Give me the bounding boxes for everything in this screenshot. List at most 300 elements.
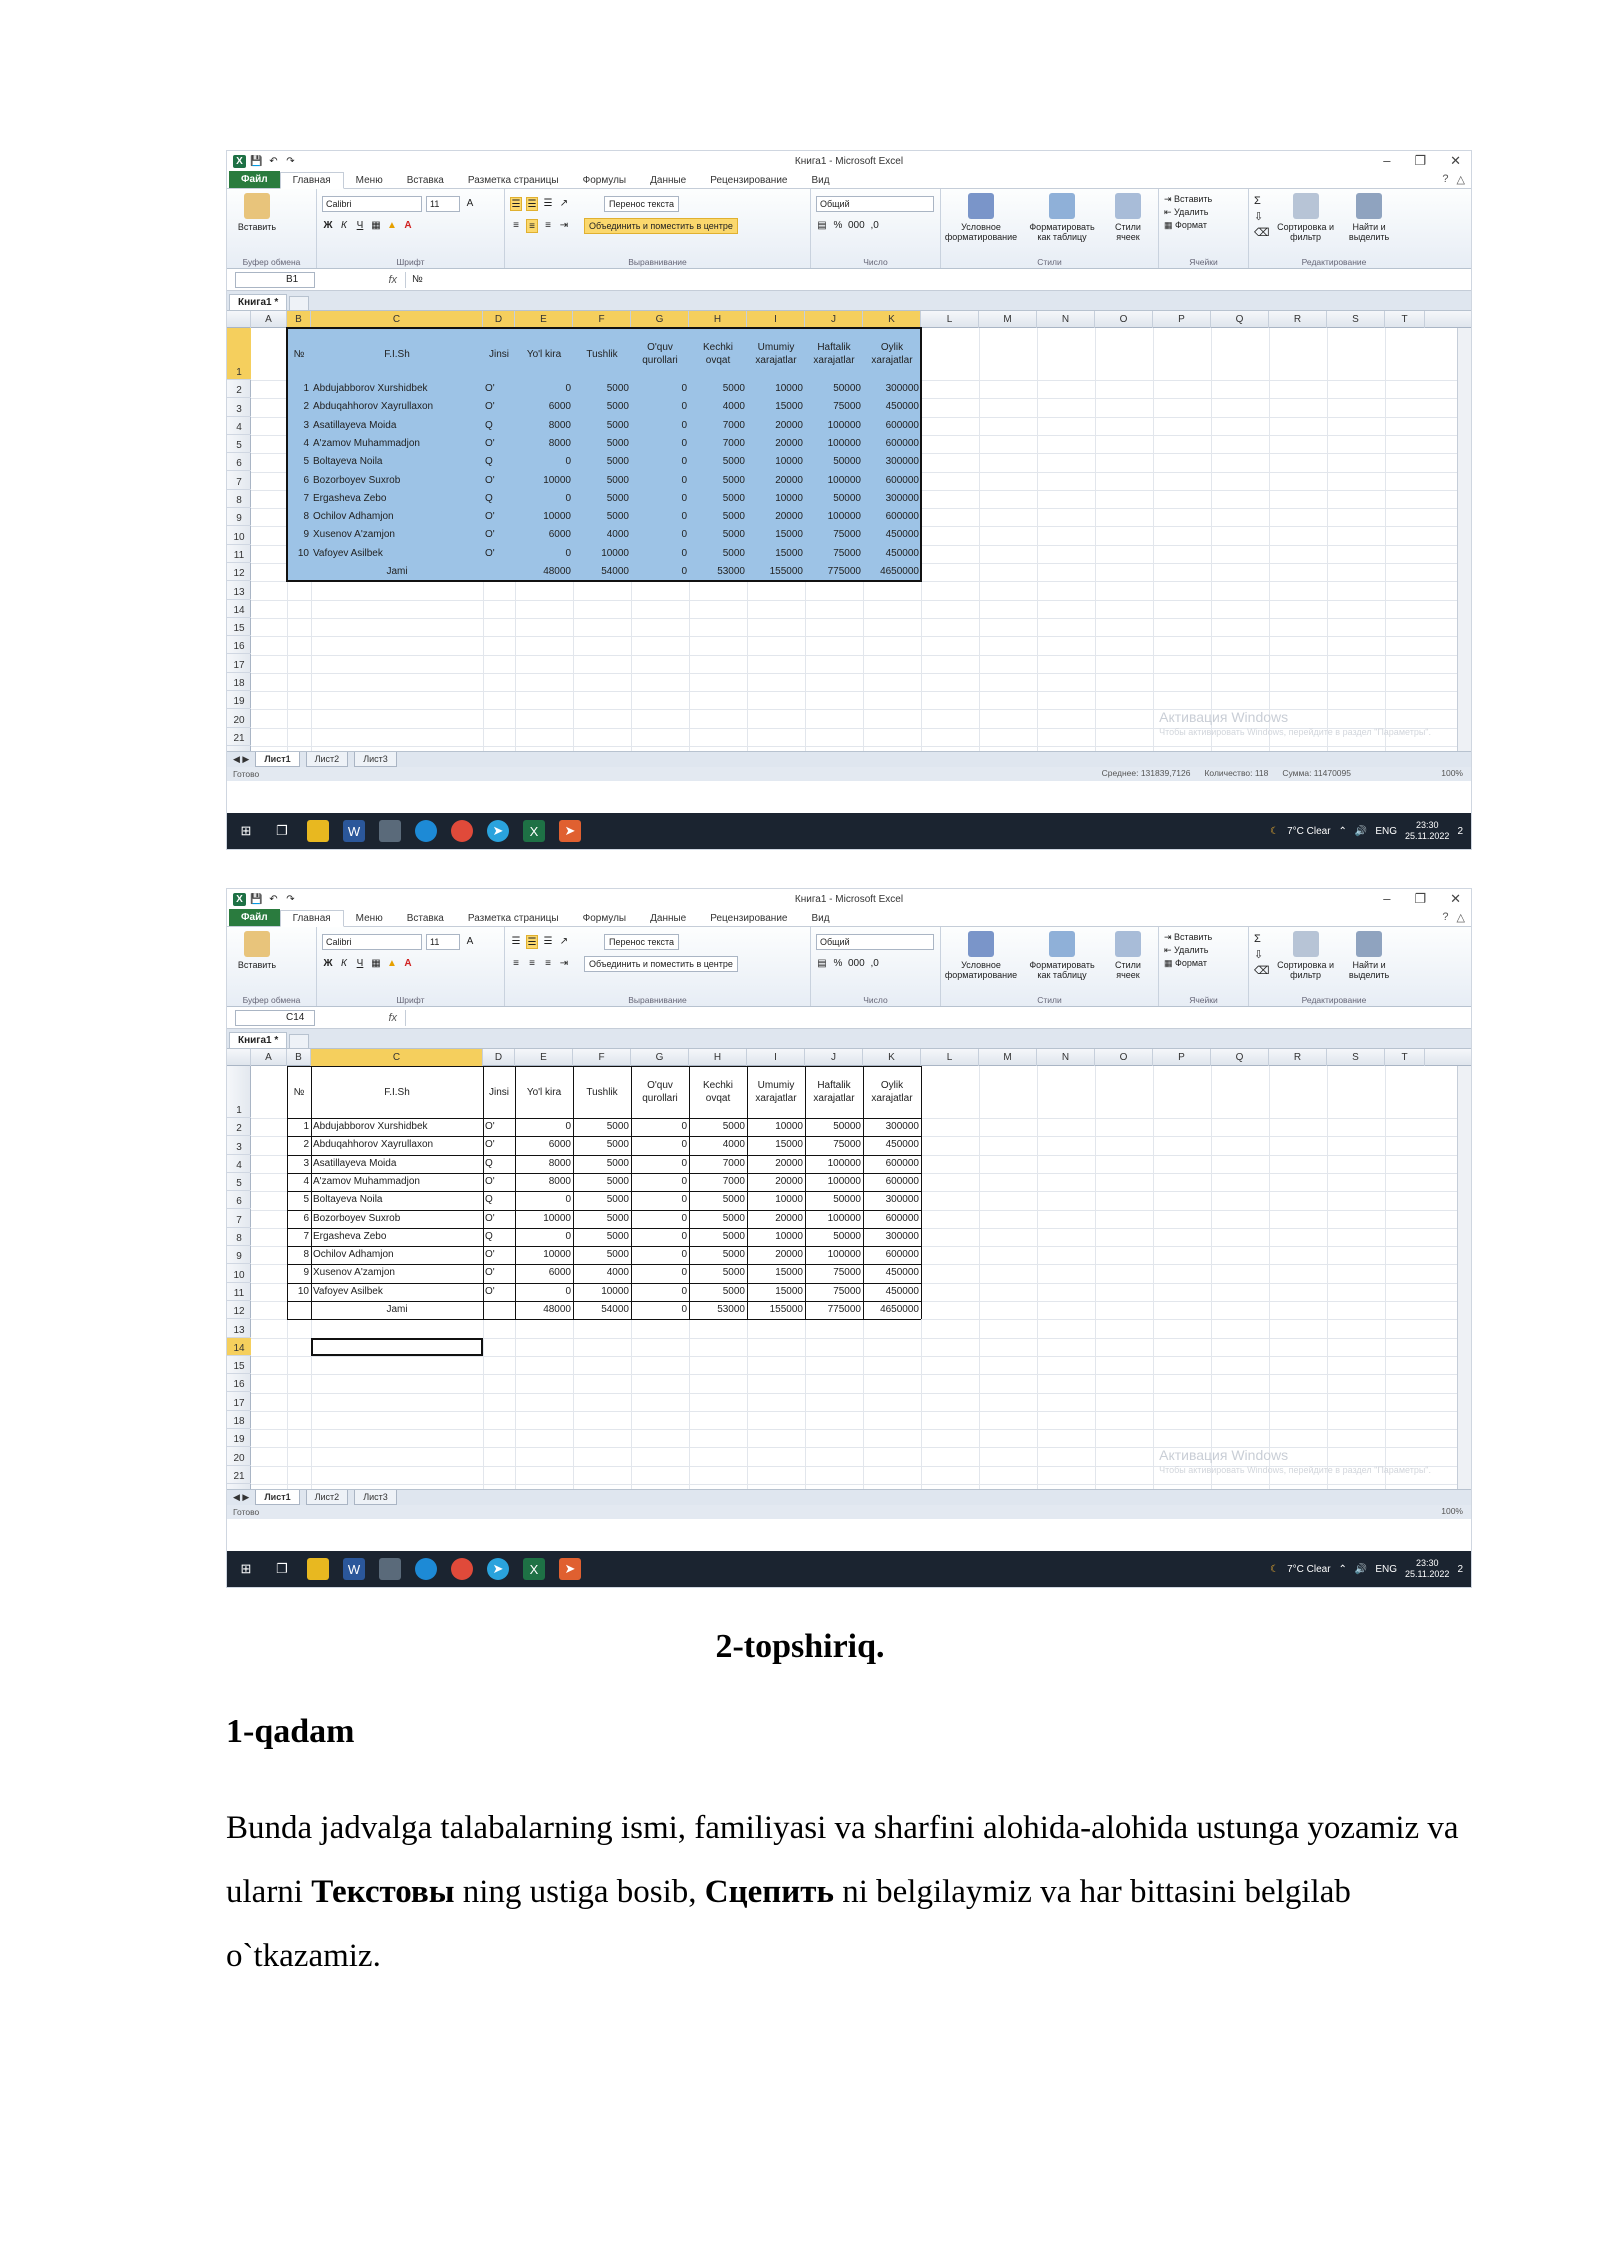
column-header-l[interactable]: L <box>921 1049 979 1066</box>
table-cell[interactable]: O' <box>485 1249 495 1261</box>
table-cell[interactable]: 7 <box>303 1230 309 1242</box>
table-cell[interactable]: O' <box>485 474 495 486</box>
table-cell[interactable]: 6000 <box>548 401 571 413</box>
total-row-cell[interactable]: 775000 <box>827 1304 861 1315</box>
table-cell[interactable]: 5000 <box>606 1139 629 1151</box>
column-header-k[interactable]: K <box>863 1049 921 1066</box>
table-cell[interactable]: 5000 <box>722 511 745 523</box>
table-cell[interactable]: 50000 <box>833 1230 861 1242</box>
row-header-19[interactable]: 19 <box>227 691 251 709</box>
sort-filter-button[interactable] <box>1276 193 1336 254</box>
vertical-scrollbar[interactable] <box>1457 1066 1471 1489</box>
sheet-tab-2[interactable]: Лист2 <box>306 1490 349 1505</box>
bold-button[interactable]: Ж <box>323 958 333 969</box>
close-icon[interactable]: ✕ <box>1450 153 1461 168</box>
table-cell[interactable]: A'zamov Muhammadjon <box>313 1175 420 1187</box>
cell-styles-button[interactable] <box>1108 931 1148 992</box>
excel-taskbar-icon[interactable]: X <box>523 820 545 842</box>
table-cell[interactable]: 450000 <box>885 1139 919 1151</box>
row-header-7[interactable]: 7 <box>227 1210 251 1228</box>
table-cell[interactable]: Xusenov A'zamjon <box>313 529 395 541</box>
row-header-3[interactable]: 3 <box>227 398 251 416</box>
row-header-16[interactable]: 16 <box>227 636 251 654</box>
save-icon[interactable]: 💾 <box>250 893 263 905</box>
table-cell[interactable]: 0 <box>681 492 687 504</box>
tab-7[interactable]: Рецензирование <box>710 913 788 924</box>
table-cell[interactable]: 8000 <box>548 1175 571 1187</box>
table-cell[interactable]: O' <box>485 1285 495 1297</box>
table-cell[interactable]: 0 <box>681 1157 687 1169</box>
table-cell[interactable]: 0 <box>681 1267 687 1279</box>
column-header-c[interactable]: C <box>311 311 483 328</box>
column-header-r[interactable]: R <box>1269 311 1327 328</box>
table-cell[interactable]: 100000 <box>827 1157 861 1169</box>
table-cell[interactable]: O' <box>485 547 495 559</box>
table-cell[interactable]: 5000 <box>606 1230 629 1242</box>
table-cell[interactable]: 7000 <box>722 419 745 431</box>
tab-8[interactable]: Вид <box>811 175 830 186</box>
row-header-13[interactable]: 13 <box>227 581 251 599</box>
chrome-icon[interactable] <box>451 1558 473 1580</box>
table-cell[interactable]: 10 <box>297 547 309 559</box>
table-cell[interactable]: O' <box>485 401 495 413</box>
table-cell[interactable]: 7000 <box>722 1157 745 1169</box>
column-header-o[interactable]: O <box>1095 1049 1153 1066</box>
table-cell[interactable]: O' <box>485 437 495 449</box>
notification-icon[interactable]: 2 <box>1457 825 1463 837</box>
align-top-icon[interactable]: ☰ <box>511 199 521 210</box>
row-header-22[interactable] <box>227 746 251 751</box>
table-cell[interactable]: 10000 <box>775 1230 803 1242</box>
merge-center-button[interactable]: Объединить и поместить в центре <box>584 218 738 234</box>
language-indicator[interactable]: ENG <box>1375 1563 1398 1575</box>
find-select-button[interactable] <box>1342 931 1397 992</box>
table-cell[interactable]: 600000 <box>885 1175 919 1187</box>
table-cell[interactable]: O' <box>485 1212 495 1224</box>
table-cell[interactable]: 100000 <box>827 511 861 523</box>
row-header-5[interactable]: 5 <box>227 435 251 453</box>
new-workbook-tab[interactable] <box>289 1034 309 1048</box>
volume-icon[interactable]: 🔊 <box>1354 1563 1368 1575</box>
tab-5[interactable]: Формулы <box>582 913 627 924</box>
total-row-cell[interactable]: 48000 <box>543 1304 571 1315</box>
table-cell[interactable]: Q <box>485 492 493 504</box>
paste-button[interactable] <box>232 931 282 970</box>
conditional-formatting-button[interactable] <box>946 193 1016 254</box>
wrap-text-button[interactable]: Перенос текста <box>604 934 679 950</box>
table-cell[interactable]: 5000 <box>722 1230 745 1242</box>
underline-button[interactable]: Ч <box>356 220 364 231</box>
table-cell[interactable]: 8000 <box>548 1157 571 1169</box>
fill-color-icon[interactable]: ▲ <box>387 958 397 969</box>
table-cell[interactable]: 4000 <box>722 401 745 413</box>
edge-icon[interactable] <box>415 1558 437 1580</box>
tray-chevron-icon[interactable]: ⌃ <box>1338 1563 1347 1575</box>
table-cell[interactable]: 450000 <box>885 1285 919 1297</box>
row-header-10[interactable]: 10 <box>227 1264 251 1282</box>
column-header-j[interactable]: J <box>805 1049 863 1066</box>
table-cell[interactable]: O' <box>485 1121 495 1132</box>
select-all-corner[interactable] <box>227 1049 251 1066</box>
total-row-cell[interactable]: 54000 <box>601 566 629 577</box>
worksheet-grid[interactable] <box>227 311 1471 751</box>
increase-decimal-icon[interactable]: ,0 <box>870 220 879 231</box>
telegram-icon[interactable]: ➤ <box>487 1558 509 1580</box>
italic-button[interactable]: К <box>341 958 347 969</box>
tab-5[interactable]: Формулы <box>582 175 627 186</box>
table-cell[interactable]: O' <box>485 1139 495 1151</box>
table-cell[interactable]: 0 <box>565 1121 571 1132</box>
tab-1[interactable]: Главная <box>280 172 344 189</box>
find-select-button[interactable] <box>1342 193 1397 254</box>
table-cell[interactable]: 0 <box>681 547 687 559</box>
active-cell-c14[interactable] <box>311 1338 483 1356</box>
table-cell[interactable]: 5000 <box>606 456 629 468</box>
table-cell[interactable]: 75000 <box>833 401 861 413</box>
row-header-2[interactable]: 2 <box>227 380 251 398</box>
table-cell[interactable]: 15000 <box>775 1267 803 1279</box>
minimize-ribbon-icon[interactable]: △ <box>1456 174 1465 186</box>
total-row-cell[interactable]: 53000 <box>717 566 745 577</box>
table-cell[interactable]: 300000 <box>885 1230 919 1242</box>
format-as-table-button[interactable] <box>1022 931 1102 992</box>
column-header-i[interactable]: I <box>747 311 805 328</box>
column-header-n[interactable]: N <box>1037 1049 1095 1066</box>
column-header-b[interactable]: B <box>287 1049 311 1066</box>
sheet-nav-icon[interactable]: ◀ ▶ <box>233 754 250 764</box>
column-header-t[interactable]: T <box>1385 1049 1425 1066</box>
table-cell[interactable]: 0 <box>565 456 571 468</box>
telegram-desktop-icon[interactable]: ➤ <box>559 820 581 842</box>
table-cell[interactable]: Abdujabborov Xurshidbek <box>313 1121 428 1132</box>
chrome-icon[interactable] <box>451 820 473 842</box>
table-cell[interactable]: 450000 <box>885 529 919 541</box>
tab-6[interactable]: Данные <box>650 913 687 924</box>
table-cell[interactable]: 15000 <box>775 529 803 541</box>
column-header-t[interactable]: T <box>1385 311 1425 328</box>
percent-icon[interactable]: % <box>833 220 843 231</box>
table-cell[interactable]: 0 <box>681 1121 687 1132</box>
row-header-1[interactable]: 1 <box>227 1066 251 1118</box>
column-header-q[interactable]: Q <box>1211 1049 1269 1066</box>
table-cell[interactable]: 300000 <box>885 456 919 468</box>
thousands-icon[interactable]: 000 <box>848 958 865 969</box>
table-cell[interactable]: 5000 <box>722 547 745 559</box>
column-header-m[interactable]: M <box>979 311 1037 328</box>
row-header-3[interactable]: 3 <box>227 1136 251 1154</box>
sort-filter-button[interactable] <box>1276 931 1336 992</box>
volume-icon[interactable]: 🔊 <box>1354 825 1368 837</box>
row-header-17[interactable]: 17 <box>227 1393 251 1411</box>
table-cell[interactable]: 0 <box>681 437 687 449</box>
table-cell[interactable]: 5000 <box>606 1121 629 1132</box>
table-cell[interactable]: 7000 <box>722 437 745 449</box>
table-cell[interactable]: 20000 <box>775 1249 803 1261</box>
undo-icon[interactable]: ↶ <box>269 893 278 905</box>
row-header-8[interactable]: 8 <box>227 490 251 508</box>
table-cell[interactable]: 50000 <box>833 492 861 504</box>
table-cell[interactable]: 0 <box>565 1285 571 1297</box>
help-icon[interactable]: ? <box>1442 173 1449 185</box>
column-header-k[interactable]: K <box>863 311 921 328</box>
table-cell[interactable]: 75000 <box>833 529 861 541</box>
table-cell[interactable]: 0 <box>565 383 571 394</box>
table-cell[interactable]: 50000 <box>833 456 861 468</box>
format-cells-button[interactable] <box>1164 957 1243 970</box>
table-cell[interactable]: 600000 <box>885 1212 919 1224</box>
merge-center-button[interactable]: Объединить и поместить в центре <box>584 956 738 972</box>
table-cell[interactable]: 100000 <box>827 419 861 431</box>
clock[interactable] <box>1405 1558 1449 1580</box>
tab-4[interactable]: Разметка страницы <box>467 913 559 924</box>
borders-icon[interactable]: ▦ <box>371 958 381 969</box>
table-cell[interactable]: 0 <box>681 401 687 413</box>
bold-button[interactable]: Ж <box>323 220 333 231</box>
table-cell[interactable]: 6 <box>303 1212 309 1224</box>
table-cell[interactable]: 0 <box>681 511 687 523</box>
column-header-o[interactable]: O <box>1095 311 1153 328</box>
table-cell[interactable]: 2 <box>303 401 309 413</box>
table-cell[interactable]: 6 <box>303 474 309 486</box>
table-cell[interactable]: 20000 <box>775 437 803 449</box>
total-row-cell[interactable] <box>483 1301 515 1319</box>
paste-button[interactable] <box>232 193 282 232</box>
total-row-cell[interactable] <box>483 563 515 581</box>
italic-button[interactable]: К <box>341 220 347 231</box>
insert-cells-button[interactable] <box>1164 193 1243 206</box>
table-cell[interactable]: Vafoyev Asilbek <box>313 547 383 559</box>
wrap-text-button[interactable]: Перенос текста <box>604 196 679 212</box>
insert-cells-button[interactable] <box>1164 931 1243 944</box>
row-header-2[interactable]: 2 <box>227 1118 251 1136</box>
total-row-cell[interactable]: 4650000 <box>880 566 919 577</box>
table-cell[interactable]: Asatillayeva Moida <box>313 1157 397 1169</box>
table-cell[interactable]: 75000 <box>833 1139 861 1151</box>
table-cell[interactable]: 600000 <box>885 474 919 486</box>
table-cell[interactable]: 5000 <box>722 1249 745 1261</box>
table-cell[interactable]: 100000 <box>827 1212 861 1224</box>
cell-styles-button[interactable] <box>1108 193 1148 254</box>
table-cell[interactable]: O' <box>485 1175 495 1187</box>
language-indicator[interactable]: ENG <box>1375 825 1398 837</box>
table-cell[interactable]: 5000 <box>722 1121 745 1132</box>
align-right-icon[interactable]: ≡ <box>545 958 551 969</box>
row-header-22[interactable] <box>227 1484 251 1489</box>
table-cell[interactable]: 6000 <box>548 1267 571 1279</box>
table-cell[interactable]: O' <box>485 511 495 523</box>
table-cell[interactable]: Ochilov Adhamjon <box>313 511 394 523</box>
table-cell[interactable]: 600000 <box>885 1157 919 1169</box>
table-cell[interactable]: 0 <box>565 1194 571 1206</box>
workbook-tab[interactable]: Книга1 * <box>229 294 287 310</box>
tab-3[interactable]: Вставка <box>406 175 444 186</box>
table-cell[interactable]: 100000 <box>827 437 861 449</box>
table-cell[interactable]: 4000 <box>606 1267 629 1279</box>
clock[interactable] <box>1405 820 1449 842</box>
new-workbook-tab[interactable] <box>289 296 309 310</box>
row-header-12[interactable]: 12 <box>227 563 251 581</box>
table-cell[interactable]: 300000 <box>885 1121 919 1132</box>
table-cell[interactable]: O' <box>485 529 495 541</box>
column-header-m[interactable]: M <box>979 1049 1037 1066</box>
align-middle-icon[interactable]: ☰ <box>527 199 537 210</box>
orientation-icon[interactable]: ↗ <box>559 198 569 209</box>
table-cell[interactable]: 5000 <box>606 1194 629 1206</box>
table-cell[interactable]: 3 <box>303 1157 309 1169</box>
table-cell[interactable]: 15000 <box>775 547 803 559</box>
table-cell[interactable]: 5000 <box>606 1157 629 1169</box>
file-explorer-icon[interactable] <box>307 820 329 842</box>
column-header-a[interactable]: A <box>251 1049 287 1066</box>
font-name-select[interactable]: Calibri <box>322 196 422 212</box>
word-icon[interactable]: W <box>343 1558 365 1580</box>
table-cell[interactable]: 5000 <box>722 474 745 486</box>
table-cell[interactable]: 450000 <box>885 1267 919 1279</box>
row-header-17[interactable]: 17 <box>227 655 251 673</box>
row-header-8[interactable]: 8 <box>227 1228 251 1246</box>
percent-icon[interactable]: % <box>833 958 843 969</box>
table-cell[interactable]: Xusenov A'zamjon <box>313 1267 395 1279</box>
total-row-cell[interactable] <box>287 1301 311 1319</box>
row-header-20[interactable]: 20 <box>227 709 251 727</box>
format-cells-button[interactable] <box>1164 219 1243 232</box>
row-header-18[interactable]: 18 <box>227 1411 251 1429</box>
table-cell[interactable]: 0 <box>681 1249 687 1261</box>
formula-input[interactable] <box>405 1010 1471 1026</box>
table-cell[interactable]: 5 <box>303 456 309 468</box>
workbook-tab[interactable]: Книга1 * <box>229 1032 287 1048</box>
table-cell[interactable]: 450000 <box>885 547 919 559</box>
redo-icon[interactable]: ↷ <box>286 155 295 167</box>
column-header-q[interactable]: Q <box>1211 311 1269 328</box>
delete-cells-button[interactable] <box>1164 206 1243 219</box>
total-row-cell[interactable]: 775000 <box>827 566 861 577</box>
name-box[interactable]: B1 <box>235 272 315 288</box>
table-cell[interactable]: 0 <box>681 1230 687 1242</box>
table-cell[interactable]: 5000 <box>606 419 629 431</box>
table-cell[interactable]: Abduqahhorov Xayrullaxon <box>313 401 434 413</box>
redo-icon[interactable]: ↷ <box>286 893 295 905</box>
table-cell[interactable]: 0 <box>565 492 571 504</box>
table-cell[interactable]: 8 <box>303 1249 309 1261</box>
table-cell[interactable]: 15000 <box>775 1285 803 1297</box>
vertical-scrollbar[interactable] <box>1457 328 1471 751</box>
table-cell[interactable]: O' <box>485 383 495 394</box>
tab-7[interactable]: Рецензирование <box>710 175 788 186</box>
table-cell[interactable]: 100000 <box>827 474 861 486</box>
edge-icon[interactable] <box>415 820 437 842</box>
tab-6[interactable]: Данные <box>650 175 687 186</box>
total-row-cell[interactable] <box>287 563 311 581</box>
tab-0[interactable]: Файл <box>229 171 280 188</box>
table-cell[interactable]: 10000 <box>775 456 803 468</box>
table-cell[interactable]: 50000 <box>833 1194 861 1206</box>
table-cell[interactable]: 15000 <box>775 401 803 413</box>
column-header-c[interactable]: C <box>311 1049 483 1066</box>
total-row-cell[interactable]: 54000 <box>601 1304 629 1315</box>
row-header-6[interactable]: 6 <box>227 453 251 471</box>
table-cell[interactable]: 5000 <box>606 511 629 523</box>
row-header-21[interactable]: 21 <box>227 1466 251 1484</box>
column-header-n[interactable]: N <box>1037 311 1095 328</box>
fill-icon[interactable]: ⇩ <box>1254 211 1264 223</box>
table-cell[interactable]: 600000 <box>885 1249 919 1261</box>
table-cell[interactable]: 4000 <box>606 529 629 541</box>
row-header-12[interactable]: 12 <box>227 1301 251 1319</box>
sheet-tab-1[interactable]: Лист1 <box>255 1490 299 1505</box>
notification-icon[interactable]: 2 <box>1457 1563 1463 1575</box>
table-cell[interactable]: 0 <box>565 547 571 559</box>
weather-text[interactable]: 7°C Clear <box>1287 825 1331 837</box>
align-middle-icon[interactable]: ☰ <box>527 937 537 948</box>
table-cell[interactable]: 300000 <box>885 383 919 394</box>
tab-1[interactable]: Главная <box>280 910 344 927</box>
table-cell[interactable]: 8 <box>303 511 309 523</box>
table-cell[interactable]: 20000 <box>775 1175 803 1187</box>
sheet-nav-icon[interactable]: ◀ ▶ <box>233 1492 250 1502</box>
formula-input[interactable]: № <box>405 272 1471 288</box>
row-header-7[interactable]: 7 <box>227 472 251 490</box>
table-cell[interactable]: 5000 <box>722 492 745 504</box>
total-row-cell[interactable]: 0 <box>681 566 687 577</box>
telegram-desktop-icon[interactable]: ➤ <box>559 1558 581 1580</box>
align-bottom-icon[interactable]: ☰ <box>543 936 553 947</box>
table-cell[interactable]: 20000 <box>775 1157 803 1169</box>
table-cell[interactable]: 1 <box>303 1121 309 1132</box>
table-cell[interactable]: A'zamov Muhammadjon <box>313 437 420 449</box>
orientation-icon[interactable]: ↗ <box>559 936 569 947</box>
table-cell[interactable]: 0 <box>565 1230 571 1242</box>
table-cell[interactable]: 5000 <box>722 456 745 468</box>
table-cell[interactable]: 10 <box>297 1285 309 1297</box>
table-cell[interactable]: 75000 <box>833 547 861 559</box>
thousands-icon[interactable]: 000 <box>848 220 865 231</box>
table-cell[interactable]: 10000 <box>775 1194 803 1206</box>
column-header-l[interactable]: L <box>921 311 979 328</box>
table-cell[interactable]: 5 <box>303 1194 309 1206</box>
table-cell[interactable]: 7000 <box>722 1175 745 1187</box>
table-cell[interactable]: 7 <box>303 492 309 504</box>
camera-app-icon[interactable] <box>379 1558 401 1580</box>
minimize-icon[interactable]: – <box>1383 153 1391 168</box>
table-cell[interactable]: 10000 <box>543 474 571 486</box>
restore-icon[interactable]: ❐ <box>1414 153 1427 168</box>
table-cell[interactable]: Q <box>485 1230 493 1242</box>
table-cell[interactable]: 5000 <box>606 1249 629 1261</box>
sheet-tab-3[interactable]: Лист3 <box>354 1490 397 1505</box>
table-cell[interactable]: 0 <box>681 529 687 541</box>
number-format-select[interactable]: Общий <box>816 196 934 212</box>
borders-icon[interactable]: ▦ <box>371 220 381 231</box>
autosum-icon[interactable]: Σ <box>1254 195 1261 207</box>
table-cell[interactable]: 10000 <box>543 1212 571 1224</box>
currency-icon[interactable]: ▤ <box>817 958 827 969</box>
windows-start-icon[interactable]: ⊞ <box>240 1561 252 1576</box>
minimize-ribbon-icon[interactable]: △ <box>1456 912 1465 924</box>
table-cell[interactable]: 100000 <box>827 1175 861 1187</box>
word-icon[interactable]: W <box>343 820 365 842</box>
conditional-formatting-button[interactable] <box>946 931 1016 992</box>
column-header-s[interactable]: S <box>1327 311 1385 328</box>
table-cell[interactable]: 10000 <box>543 511 571 523</box>
table-cell[interactable]: Abdujabborov Xurshidbek <box>313 383 428 394</box>
table-cell[interactable]: 100000 <box>827 1249 861 1261</box>
table-cell[interactable]: 6000 <box>548 529 571 541</box>
column-header-i[interactable]: I <box>747 1049 805 1066</box>
table-cell[interactable]: 5000 <box>606 1175 629 1187</box>
table-cell[interactable]: 75000 <box>833 1285 861 1297</box>
tab-0[interactable]: Файл <box>229 909 280 926</box>
